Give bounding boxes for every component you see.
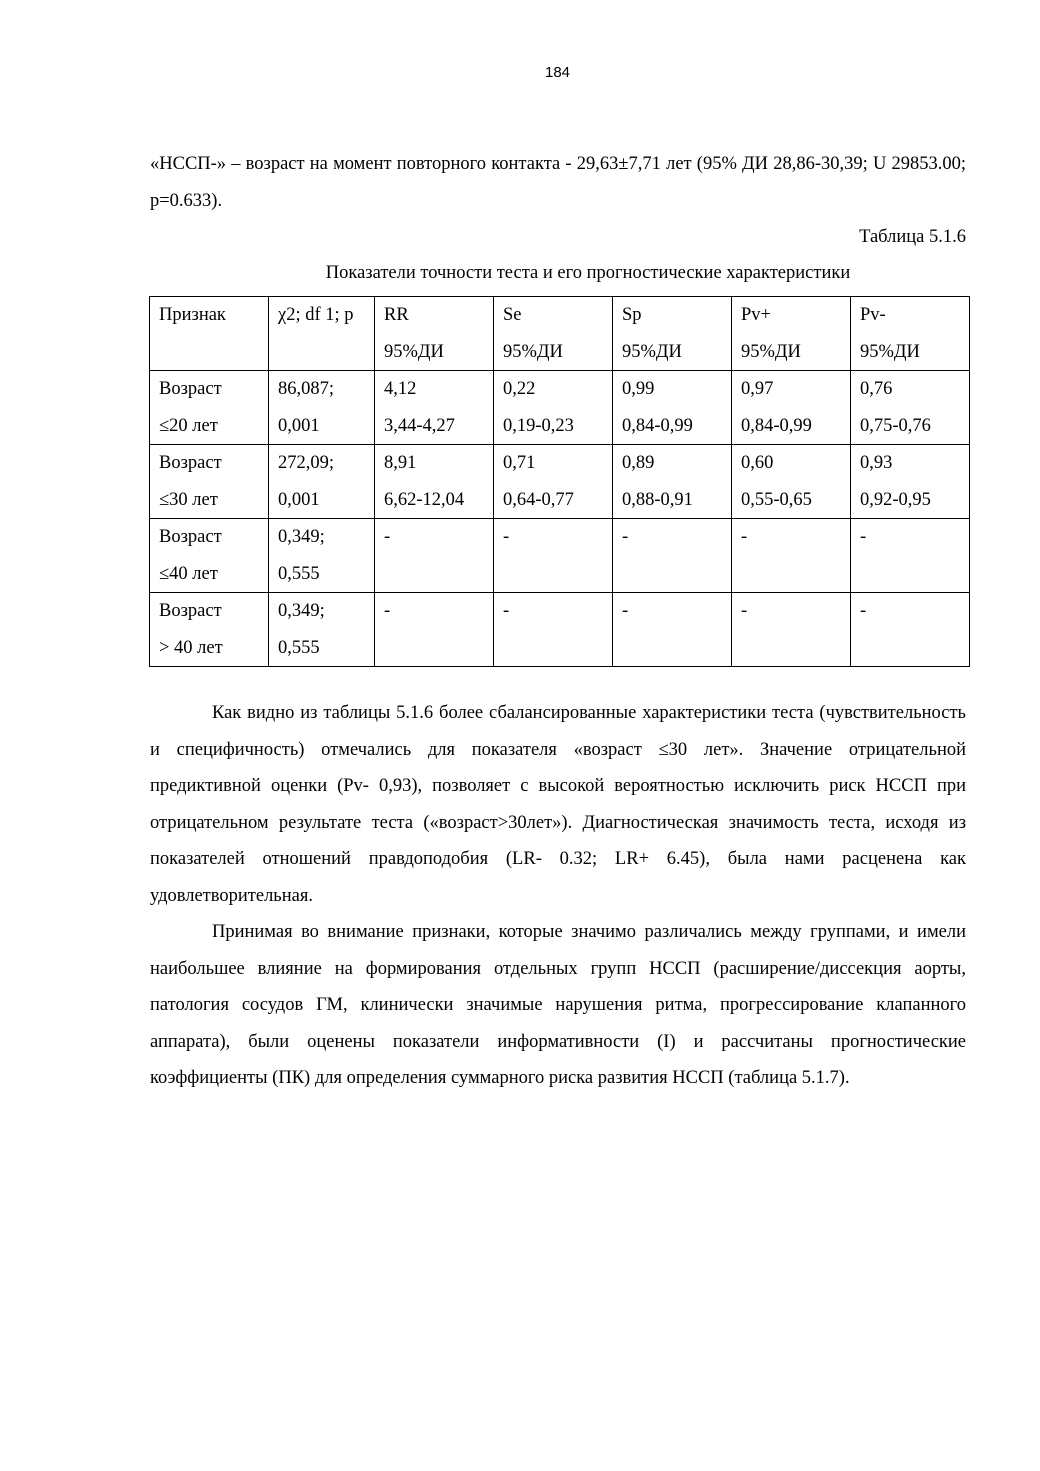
cell-line2 <box>741 556 846 593</box>
cell-line2: ≤40 лет <box>159 563 218 584</box>
intro-text <box>150 146 966 219</box>
table-cell <box>613 445 732 519</box>
cell-line2 <box>741 630 846 667</box>
cell-line1: Pv- <box>860 305 886 325</box>
table-cell <box>851 297 970 371</box>
paragraph-1: Как видно из таблицы 5.1.6 более сбалансированные характеристики теста (чувствительность и специфичность) отмечались для показателя «возраст ≤30 лет». Значение отрицательной предиктивной оценки (Pv- 0,93), позволяет с высокой вероятностью исключить риск НССП при отрицательном результате теста («возраст>30лет»). Диагностическая значимость теста, исходя из показателей отношений правдоподобия (LR- 0.32; LR+ 6.45), была нами расценена как удовлетворительная. <box>150 703 966 906</box>
table-cell <box>732 297 851 371</box>
cell-line1: - <box>503 527 510 547</box>
page-number: 184 <box>544 64 571 81</box>
table-cell <box>851 519 970 593</box>
table-cell <box>732 371 851 445</box>
cell-line1: Возраст <box>159 379 222 399</box>
cell-line2: ≤30 лет <box>159 489 218 510</box>
cell-line2 <box>384 630 489 667</box>
cell-line2: 0,88-0,91 <box>622 489 693 510</box>
cell-line2 <box>622 630 727 667</box>
cell-line1: 0,97 <box>741 379 774 399</box>
table-cell <box>150 297 269 371</box>
cell-line1: 4,12 <box>384 379 417 399</box>
cell-line1: Pv+ <box>741 305 771 325</box>
cell-line2 <box>503 556 608 593</box>
table-cell <box>269 519 375 593</box>
table-cell <box>375 371 494 445</box>
cell-line2: 95%ДИ <box>622 341 682 362</box>
table-row <box>150 593 970 667</box>
cell-line2: 95%ДИ <box>503 341 563 362</box>
table-cell <box>150 445 269 519</box>
cell-line2 <box>860 556 965 593</box>
cell-line2: 0,001 <box>278 489 320 510</box>
cell-line2 <box>860 630 965 667</box>
cell-line1: 86,087; <box>278 379 335 399</box>
cell-line1: 0,93 <box>860 453 893 473</box>
cell-line2: 0,75-0,76 <box>860 415 931 436</box>
paragraph-2: Принимая во внимание признаки, которые значимо различались между группами, и имели наибольшее влияние на формирования отдельных групп НССП (расширение/диссекция аорты, патология сосудов ГМ, клинически значимые нарушения ритма, прогрессирование клапанного аппарата), были оценены показатели информативности (I) и рассчитаны прогностические коэффициенты (ПК) для определения суммарного риска развития НССП (таблица 5.1.7). <box>150 922 966 1088</box>
cell-line1: 8,91 <box>384 453 417 473</box>
cell-line1: 0,99 <box>622 379 655 399</box>
cell-line1: - <box>384 527 391 547</box>
table-header-row <box>150 297 970 371</box>
cell-line2: > 40 лет <box>159 637 223 658</box>
cell-line2: 0,92-0,95 <box>860 489 931 510</box>
cell-line2: 6,62-12,04 <box>384 489 465 510</box>
cell-line1: 0,349; <box>278 527 325 547</box>
table-cell <box>851 371 970 445</box>
cell-line2: 0,19-0,23 <box>503 415 574 436</box>
cell-line2: ≤20 лет <box>159 415 218 436</box>
cell-line1: 0,349; <box>278 601 325 621</box>
table-cell <box>269 371 375 445</box>
cell-line1: Возраст <box>159 601 222 621</box>
table-cell <box>494 593 613 667</box>
cell-line2 <box>159 334 264 371</box>
table-cell <box>732 445 851 519</box>
table-cell <box>613 371 732 445</box>
cell-line1: - <box>741 601 748 621</box>
cell-line1: RR <box>384 305 409 325</box>
table-row <box>150 519 970 593</box>
cell-line1: - <box>622 601 629 621</box>
cell-line2 <box>503 630 608 667</box>
cell-line1: χ2; df 1; p <box>278 305 354 325</box>
table-cell <box>613 519 732 593</box>
cell-line1: 0,76 <box>860 379 893 399</box>
cell-line2: 0,001 <box>278 415 320 436</box>
accuracy-table <box>149 296 970 667</box>
cell-line1: - <box>384 601 391 621</box>
cell-line2: 0,64-0,77 <box>503 489 574 510</box>
intro-paragraph: «НССП-» – возраст на момент повторного контакта - 29,63±7,71 лет (95% ДИ 28,86-30,39; U 29853.00; p=0.633). <box>150 154 966 211</box>
cell-line1: 0,71 <box>503 453 536 473</box>
cell-line2 <box>384 556 489 593</box>
cell-line1: 272,09; <box>278 453 335 473</box>
table-body <box>150 297 970 667</box>
cell-line2: 95%ДИ <box>384 341 444 362</box>
cell-line1: - <box>741 527 748 547</box>
table-cell <box>732 593 851 667</box>
table-cell <box>494 371 613 445</box>
table-cell <box>150 371 269 445</box>
cell-line1: 0,60 <box>741 453 774 473</box>
cell-line2: 0,555 <box>278 563 320 584</box>
cell-line1: Возраст <box>159 453 222 473</box>
table-row <box>150 371 970 445</box>
cell-line2 <box>622 556 727 593</box>
body-text <box>150 695 966 1097</box>
table-cell <box>150 593 269 667</box>
table-cell <box>494 519 613 593</box>
cell-line2: 0,555 <box>278 637 320 658</box>
table-cell <box>732 519 851 593</box>
cell-line1: 0,89 <box>622 453 655 473</box>
table-cell <box>150 519 269 593</box>
table-caption: Показатели точности теста и его прогностические характеристики <box>325 263 851 283</box>
table-cell <box>851 445 970 519</box>
table-cell <box>375 519 494 593</box>
cell-line2: 0,84-0,99 <box>622 415 693 436</box>
table-label: Таблица 5.1.6 <box>859 227 966 247</box>
table-cell <box>269 445 375 519</box>
cell-line2: 95%ДИ <box>741 341 801 362</box>
table-cell <box>851 593 970 667</box>
cell-line2: 95%ДИ <box>860 341 920 362</box>
cell-line1: - <box>503 601 510 621</box>
table-cell <box>613 297 732 371</box>
table-cell <box>494 297 613 371</box>
table-cell <box>269 297 375 371</box>
table-cell <box>375 297 494 371</box>
table-row <box>150 445 970 519</box>
cell-line2: 0,55-0,65 <box>741 489 812 510</box>
cell-line2: 3,44-4,27 <box>384 415 455 436</box>
cell-line1: - <box>860 527 867 547</box>
table-cell <box>494 445 613 519</box>
table-cell <box>375 445 494 519</box>
cell-line1: - <box>622 527 629 547</box>
cell-line2: 0,84-0,99 <box>741 415 812 436</box>
cell-line1: Возраст <box>159 527 222 547</box>
cell-line2 <box>278 334 370 371</box>
cell-line1: Признак <box>159 305 226 325</box>
table-cell <box>613 593 732 667</box>
cell-line1: Se <box>503 305 522 325</box>
cell-line1: 0,22 <box>503 379 536 399</box>
cell-line1: Sp <box>622 305 642 325</box>
table-cell <box>375 593 494 667</box>
table-cell <box>269 593 375 667</box>
cell-line1: - <box>860 601 867 621</box>
